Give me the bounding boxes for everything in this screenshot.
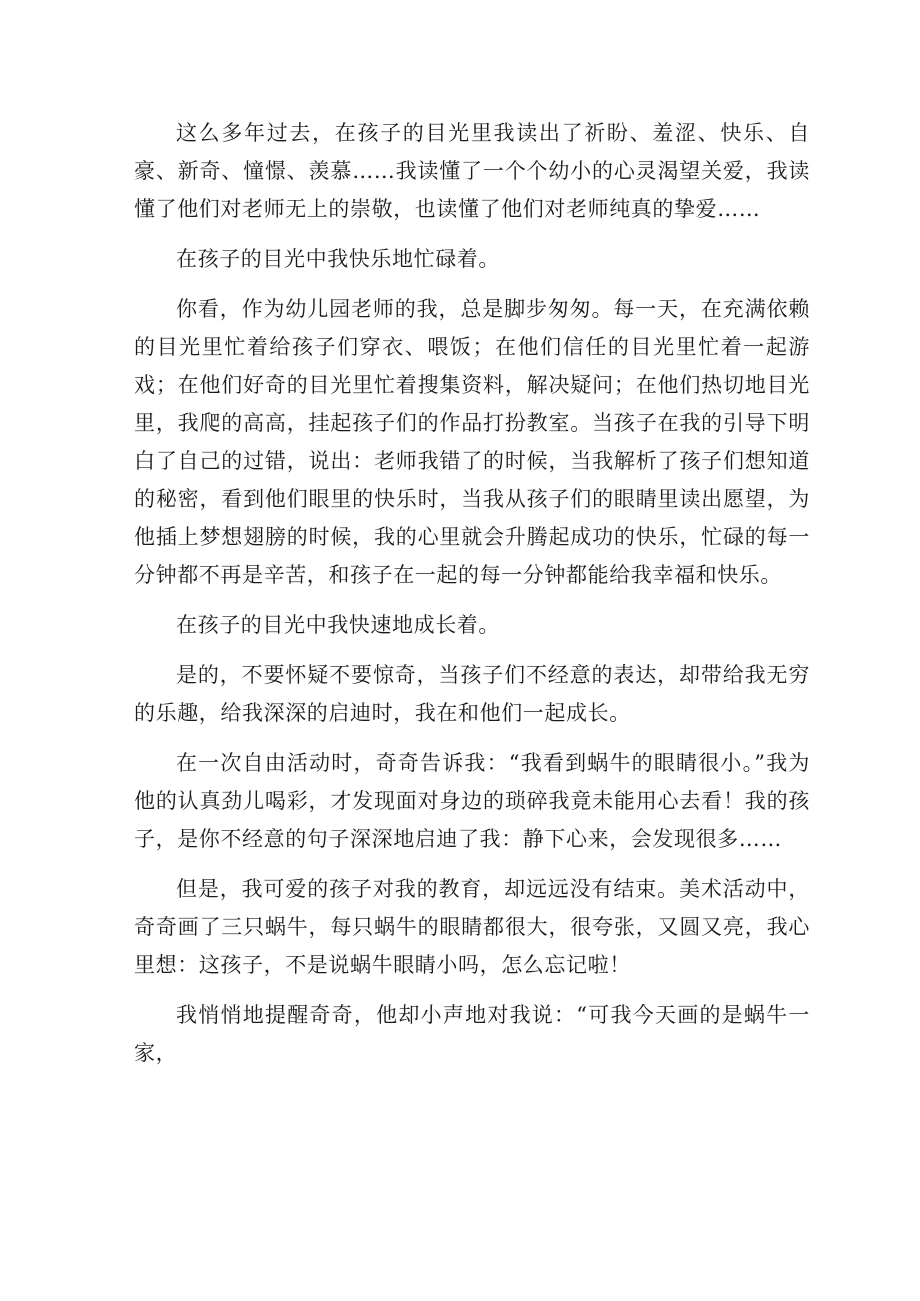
paragraph-3: 你看，作为幼儿园老师的我，总是脚步匆匆。每一天，在充满依赖的目光里忙着给孩子们穿衣、喂饭；在他们信任的目光里忙着一起游戏；在他们好奇的目光里忙着搜集资料，解决疑问；在他们热切地目光里，我爬的高高，挂起孩子们的作品打扮教室。当孩子在我的引导下明白了自己的过错，说出：老师我错了的时候，当我解析了孩子们想知道的秘密，看到他们眼里的快乐时，当我从孩子们的眼睛里读出愿望，为他插上梦想翅膀的时候，我的心里就会升腾起成功的快乐，忙碌的每一分钟都不再是辛苦，和孩子在一起的每一分钟都能给我幸福和快乐。 xyxy=(134,297,810,587)
document-body xyxy=(134,114,810,1084)
paragraph-2: 在孩子的目光中我快乐地忙碌着。 xyxy=(176,247,500,271)
paragraph-7: 但是，我可爱的孩子对我的教育，却远远没有结束。美术活动中，奇奇画了三只蜗牛，每只蜗牛的眼睛都很大，很夸张，又圆又亮，我心里想：这孩子，不是说蜗牛眼睛小吗，怎么忘记啦！ xyxy=(134,877,810,977)
paragraph-4: 在孩子的目光中我快速地成长着。 xyxy=(176,613,500,637)
paragraph-8: 我悄悄地提醒奇奇，他却小声地对我说：“可我今天画的是蜗牛一家， xyxy=(134,1003,810,1065)
paragraph-6: 在一次自由活动时，奇奇告诉我：“我看到蜗牛的眼睛很小。”我为他的认真劲儿喝彩，才发现面对身边的琐碎我竟未能用心去看！我的孩子，是你不经意的句子深深地启迪了我：静下心来，会发现很多…… xyxy=(134,751,810,851)
paragraph-1: 这么多年过去，在孩子的目光里我读出了祈盼、羞涩、快乐、自豪、新奇、憧憬、羡慕……我读懂了一个个幼小的心灵渴望关爱，我读懂了他们对老师无上的崇敬，也读懂了他们对老师纯真的挚爱…… xyxy=(134,121,810,221)
paragraph-5: 是的，不要怀疑不要惊奇，当孩子们不经意的表达，却带给我无穷的乐趣，给我深深的启迪时，我在和他们一起成长。 xyxy=(134,663,810,725)
